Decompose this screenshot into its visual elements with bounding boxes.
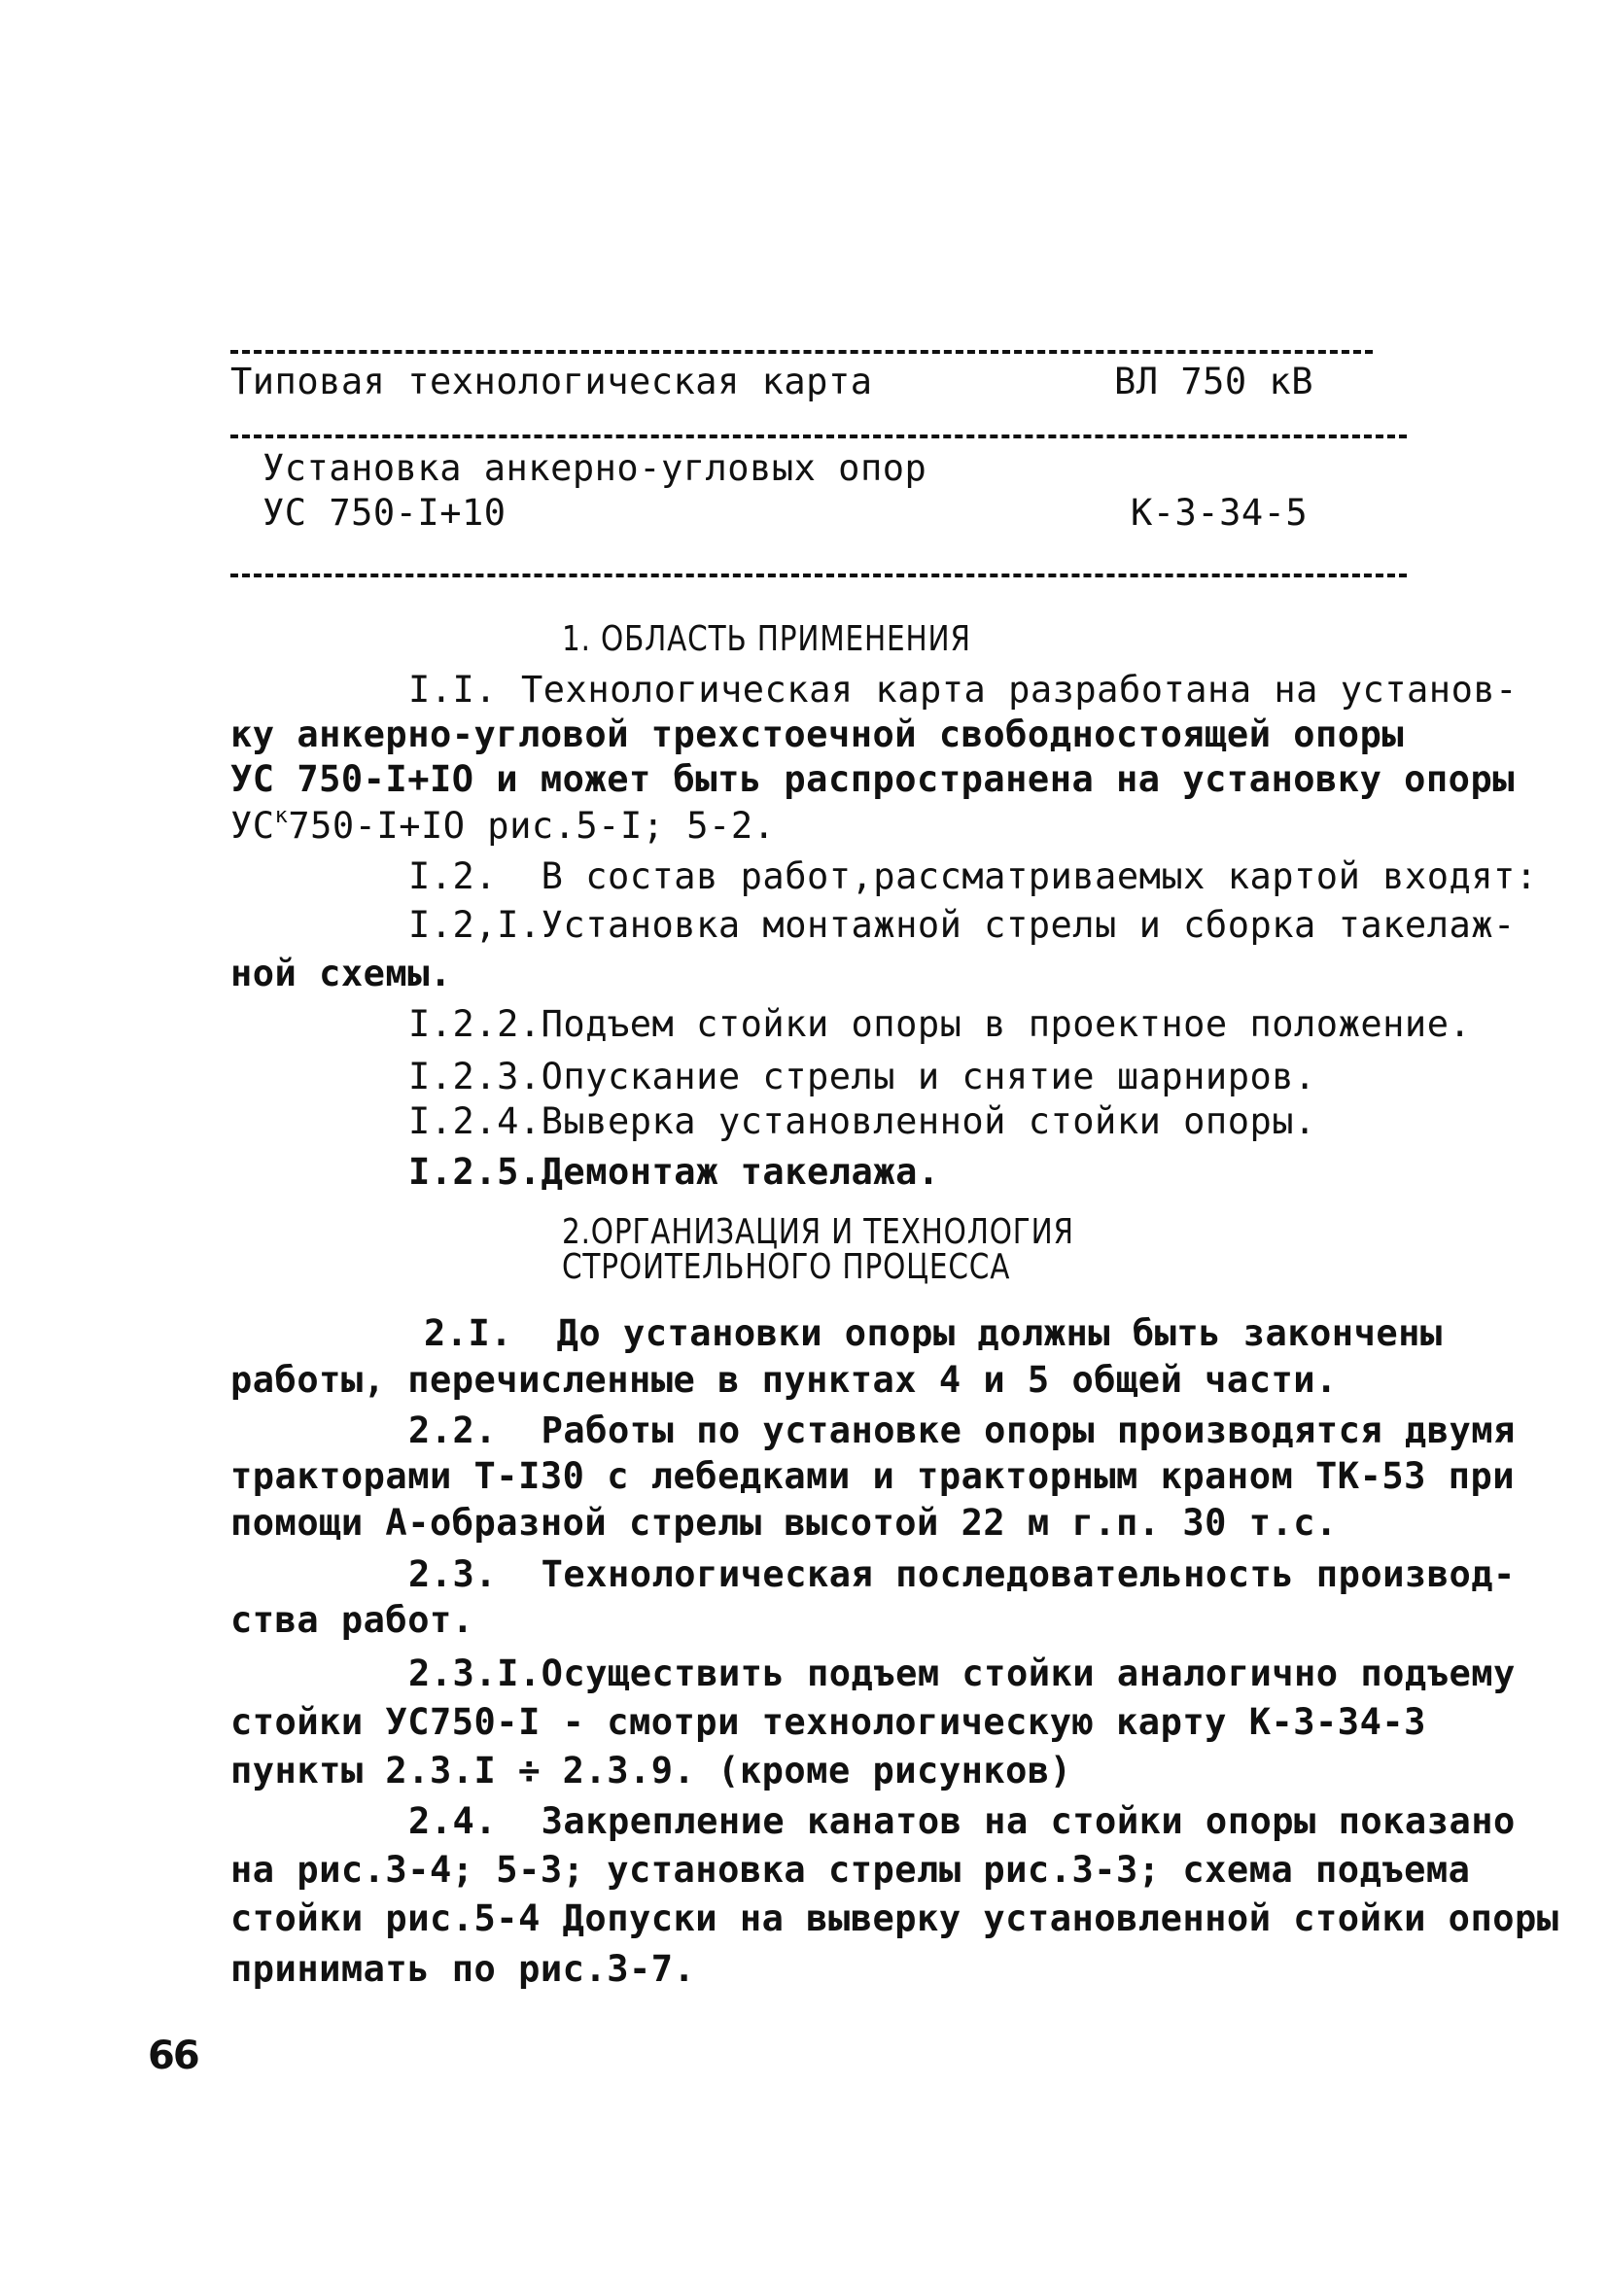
section-1-title: 1. ОБЛАСТЬ ПРИМЕНЕНИЯ <box>562 619 971 659</box>
paragraph-1-2: I.2. В состав работ,рассматриваемых картой входят: <box>408 855 1538 897</box>
header-subject-line-1: Установка анкерно-угловых опор <box>262 447 927 489</box>
section-2-title-line-1: 2.ОРГАНИЗАЦИЯ И ТЕХНОЛОГИЯ <box>562 1212 1074 1252</box>
header-bottom-rule <box>230 574 1407 577</box>
paragraph-1-1-line-2: ку анкерно-угловой трехстоечной свободностоящей опоры <box>230 713 1405 755</box>
paragraph-1-1-number: I.I. <box>408 669 498 711</box>
paragraph-1-1-line-4-superscript: к <box>274 804 289 828</box>
header-card-code: К-3-34-5 <box>1131 492 1309 534</box>
paragraph-2-3-line-1: 2.3. Технологическая последовательность производ- <box>408 1553 1516 1595</box>
paragraph-2-2-line-2: тракторами Т-I30 с лебедками и тракторным краном ТК-53 при <box>230 1455 1516 1497</box>
paragraph-1-2-1-line-2: ной схемы. <box>230 953 452 994</box>
paragraph-2-1-line-2: работы, перечисленные в пунктах 4 и 5 общей части. <box>230 1359 1338 1401</box>
paragraph-2-2-line-1: 2.2. Работы по установке опоры производятся двумя <box>408 1409 1516 1451</box>
paragraph-2-2-line-3: помощи А-образной стрелы высотой 22 м г.п. 30 т.с. <box>230 1502 1338 1544</box>
paragraph-1-1-line-3: УС 750-I+IO и может быть распространена на установку опоры <box>230 758 1516 800</box>
paragraph-2-4-line-4: принимать по рис.3-7. <box>230 1948 696 1990</box>
paragraph-1-2-5: I.2.5.Демонтаж такелажа. <box>408 1151 940 1193</box>
paragraph-2-3-1-line-1: 2.3.I.Осуществить подъем стойки аналогично подъему <box>408 1652 1516 1694</box>
paragraph-2-4-line-3: стойки рис.5-4 Допуски на выверку установленной стойки опоры <box>230 1897 1559 1939</box>
paragraph-1-2-2: I.2.2.Подъем стойки опоры в проектное положение. <box>408 1003 1472 1045</box>
paragraph-2-3-line-2: ства работ. <box>230 1599 474 1641</box>
paragraph-1-2-3: I.2.3.Опускание стрелы и снятие шарниров. <box>408 1056 1316 1097</box>
header-top-rule <box>230 350 1373 354</box>
section-2-title-line-2: СТРОИТЕЛЬНОГО ПРОЦЕССА <box>562 1247 1011 1287</box>
header-middle-rule <box>230 435 1407 438</box>
header-line-voltage: ВЛ 750 кВ <box>1114 361 1313 402</box>
paragraph-1-1-line-4 <box>230 805 775 848</box>
header-subject-line-2: УС 750-I+10 <box>262 492 507 534</box>
paragraph-1-2-1-line-1: I.2,I.Установка монтажной стрелы и сборка такелаж- <box>408 904 1516 946</box>
header-card-type: Типовая технологическая карта <box>230 361 873 402</box>
paragraph-2-3-1-line-3: пункты 2.3.I ÷ 2.3.9. (кроме рисунков) <box>230 1750 1072 1792</box>
paragraph-1-2-4: I.2.4.Выверка установленной стойки опоры. <box>408 1100 1316 1142</box>
paragraph-2-4-line-1: 2.4. Закрепление канатов на стойки опоры показано <box>408 1800 1516 1842</box>
paragraph-1-1-line-4-prefix: УС <box>230 805 275 847</box>
paragraph-1-1-line-1: Технологическая карта разработана на установ- <box>521 669 1518 711</box>
paragraph-2-1-line-1: 2.I. До установки опоры должны быть закончены <box>424 1312 1443 1354</box>
page-number: 66 <box>148 2034 198 2078</box>
paragraph-2-3-1-line-2: стойки УС750-I - смотри технологическую карту К-3-34-3 <box>230 1701 1426 1743</box>
paragraph-1-1-line-4-rest: 750-I+IO рис.5-I; 5-2. <box>288 805 776 847</box>
paragraph-2-4-line-2: на рис.3-4; 5-3; установка стрелы рис.3-3; схема подъема <box>230 1849 1471 1891</box>
